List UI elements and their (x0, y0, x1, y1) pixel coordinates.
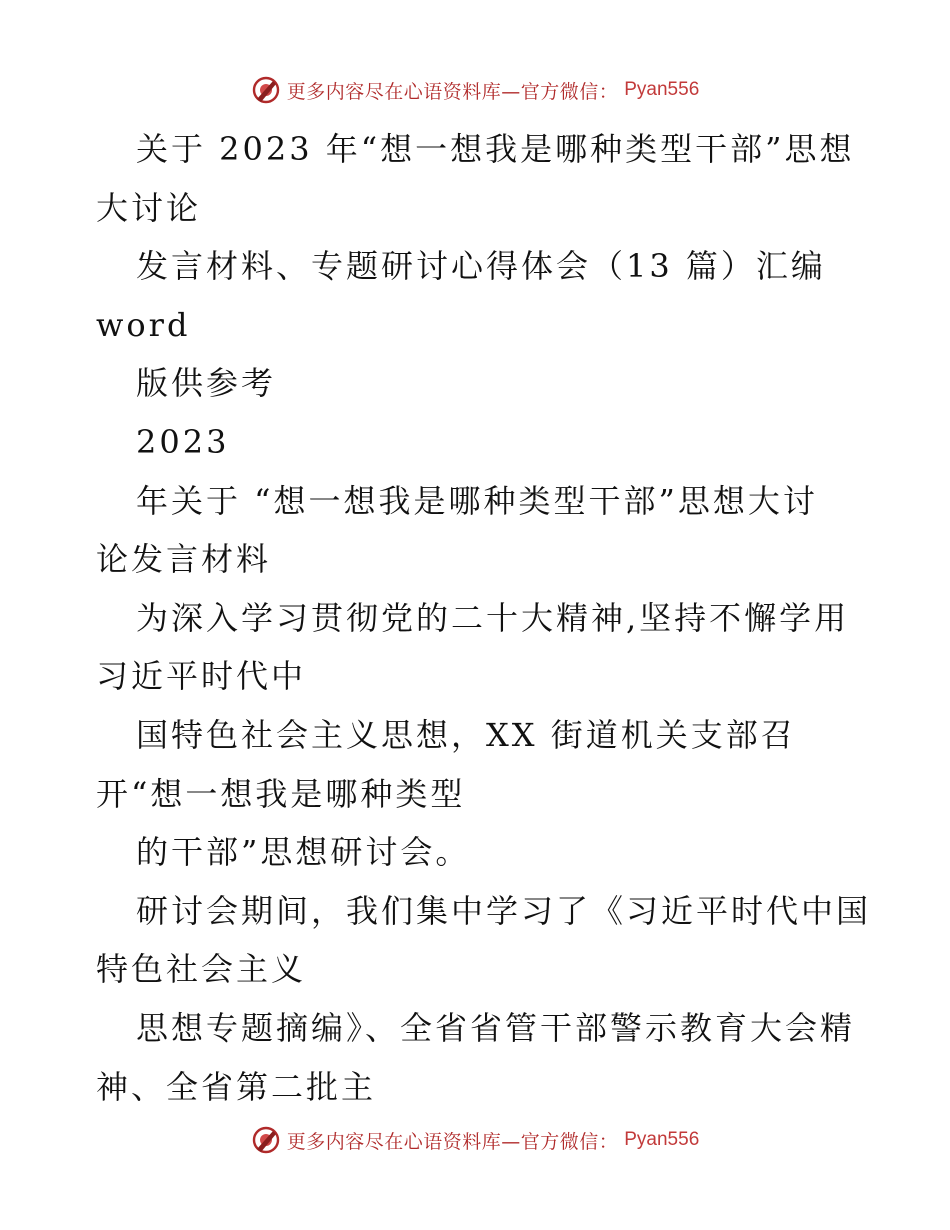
text-line: 的干部”思想研讨会。 (136, 833, 471, 872)
text-line: 开“想一想我是哪种类型 (96, 774, 466, 813)
brand-logo-icon (251, 75, 281, 105)
text-line: 发言材料、专题研讨心得体会（13 篇）汇编 (136, 247, 826, 286)
footer-watermark (0, 1120, 950, 1160)
text-line: 2023 (136, 422, 230, 461)
text-line: 论发言材料 (96, 540, 272, 579)
document-body (96, 120, 886, 1116)
text-line: 神、全省第二批主 (96, 1067, 377, 1106)
text-line: 国特色社会主义思想，XX 街道机关支部召 (136, 715, 796, 754)
watermark-text: 更多内容尽在心语资料库—官方微信： (286, 1130, 619, 1153)
watermark-wechat-id: Pyan556 (624, 1129, 700, 1150)
text-line: 年关于 “想一想我是哪种类型干部”思想大讨 (136, 481, 818, 520)
watermark-wechat-id: Pyan556 (624, 79, 700, 100)
text-line: 习近平时代中 (96, 657, 307, 696)
text-line: 关于 2023 年“想一想我是哪种类型干部”思想 (136, 130, 855, 168)
brand-logo-icon (251, 1125, 281, 1155)
watermark-text: 更多内容尽在心语资料库—官方微信： (286, 80, 619, 103)
text-line: 版供参考 (136, 364, 277, 403)
text-line: 研讨会期间，我们集中学习了《习近平时代中国 (136, 891, 872, 930)
text-line: 为深入学习贯彻党的二十大精神,坚持不懈学用 (136, 598, 850, 637)
text-line: 特色社会主义 (96, 950, 307, 989)
text-line: 思想专题摘编》、全省省管干部警示教育大会精 (136, 1008, 856, 1047)
text-line: 大讨论 (96, 188, 202, 227)
text-line: word (96, 305, 191, 344)
header-watermark (0, 70, 950, 110)
